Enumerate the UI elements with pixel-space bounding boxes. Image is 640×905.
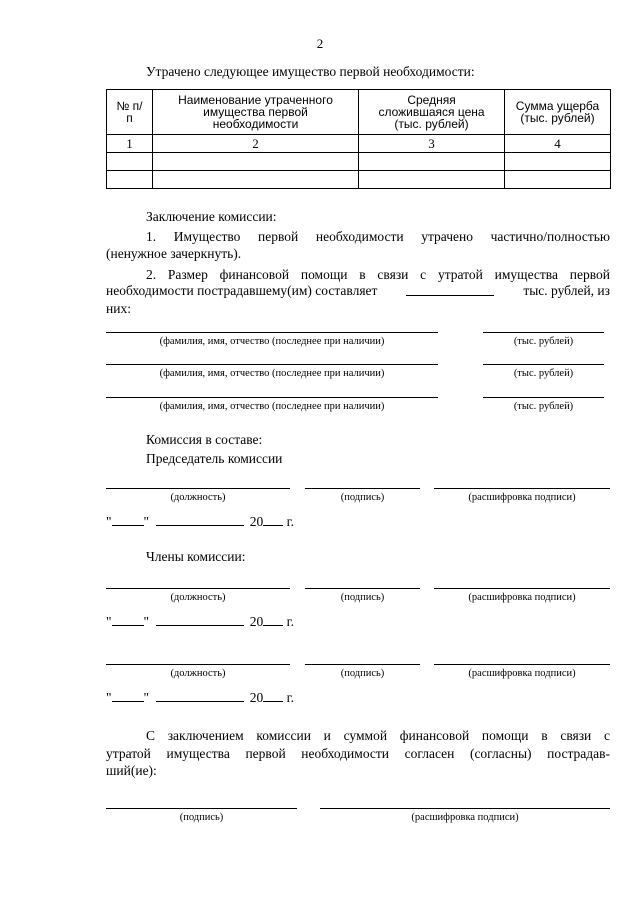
members-label: Члены комиссии: xyxy=(146,549,246,564)
intro-line: Утрачено следующее имущество первой необходимости: xyxy=(146,64,475,79)
recipient-name-line[interactable] xyxy=(106,332,438,333)
recipient-name-line[interactable] xyxy=(106,397,438,398)
year-prefix: 20 xyxy=(249,514,264,529)
position-caption: (должность) xyxy=(170,668,226,679)
date-line xyxy=(106,689,294,706)
agreement-line1: С заключением комиссии и суммой финансовой помощи в связи с xyxy=(146,728,610,743)
year-blank[interactable] xyxy=(263,513,283,526)
recipient-name-caption: (фамилия, имя, отчество (последнее при наличии) xyxy=(159,401,385,412)
victim-signature-line[interactable] xyxy=(106,808,297,809)
date-close-quote: " xyxy=(143,614,150,629)
victim-signature-caption: (подпись) xyxy=(179,812,224,823)
table-cell[interactable] xyxy=(359,171,505,189)
item2-line2-text: необходимости пострадавшему(им) составляет xyxy=(106,283,378,298)
conclusion-item1-line1: 1. Имущество первой необходимости утрачено частично/полностью xyxy=(146,229,610,244)
year-suffix: г. xyxy=(286,614,295,629)
amount-blank[interactable] xyxy=(406,283,494,296)
decoding-caption: (расшифровка подписи) xyxy=(468,592,576,603)
victim-decoding-line[interactable] xyxy=(320,808,610,809)
position-caption: (должность) xyxy=(170,592,226,603)
date-close-quote: " xyxy=(143,514,150,529)
recipient-amount-caption: (тыс. рублей) xyxy=(513,401,574,412)
header-number: № п/п xyxy=(107,90,153,135)
numbering-cell: 4 xyxy=(505,135,611,153)
victim-decoding-caption: (расшифровка подписи) xyxy=(411,812,519,823)
day-blank[interactable] xyxy=(112,513,144,526)
table-cell[interactable] xyxy=(107,153,153,171)
agreement-line3: ший(ие): xyxy=(106,763,157,778)
numbering-cell: 3 xyxy=(359,135,505,153)
commission-heading: Комиссия в составе: xyxy=(146,432,263,447)
numbering-cell: 2 xyxy=(153,135,359,153)
agreement-line2: утратой имущества первой необходимости согласен (согласны) пострадав- xyxy=(106,746,610,761)
position-line[interactable] xyxy=(106,488,290,489)
page-number: 2 xyxy=(316,36,324,51)
table-numbering-row xyxy=(107,135,611,153)
recipient-name-line[interactable] xyxy=(106,364,438,365)
date-open-quote: " xyxy=(106,514,112,529)
signature-caption: (подпись) xyxy=(340,668,385,679)
year-prefix: 20 xyxy=(249,690,264,705)
signature-line[interactable] xyxy=(305,488,420,489)
header-avg-price: Средняя сложившаяся цена (тыс. рублей) xyxy=(359,90,505,135)
signature-caption: (подпись) xyxy=(340,592,385,603)
table-cell[interactable] xyxy=(505,171,611,189)
conclusion-item2-line1: 2. Размер финансовой помощи в связи с утратой имущества первой xyxy=(146,267,610,282)
position-line[interactable] xyxy=(106,664,290,665)
date-line xyxy=(106,613,294,630)
recipient-amount-line[interactable] xyxy=(483,397,604,398)
recipient-amount-line[interactable] xyxy=(483,364,604,365)
day-blank[interactable] xyxy=(112,689,144,702)
month-blank[interactable] xyxy=(156,613,244,626)
recipient-name-caption: (фамилия, имя, отчество (последнее при наличии) xyxy=(159,368,385,379)
header-damage-sum: Сумма ущерба (тыс. рублей) xyxy=(505,90,611,135)
date-open-quote: " xyxy=(106,690,112,705)
decoding-line[interactable] xyxy=(434,664,610,665)
date-line xyxy=(106,513,294,530)
recipient-amount-caption: (тыс. рублей) xyxy=(513,336,574,347)
table-header-row xyxy=(107,90,611,135)
recipient-amount-caption: (тыс. рублей) xyxy=(513,368,574,379)
lost-property-table xyxy=(106,89,611,189)
recipient-name-caption: (фамилия, имя, отчество (последнее при наличии) xyxy=(159,336,385,347)
table-cell[interactable] xyxy=(153,153,359,171)
header-item-name: Наименование утраченного имущества первой необходимости xyxy=(153,90,359,135)
year-blank[interactable] xyxy=(263,613,283,626)
signature-line[interactable] xyxy=(305,664,420,665)
table-row xyxy=(107,153,611,171)
signature-caption: (подпись) xyxy=(340,492,385,503)
conclusion-item1-line2: (ненужное зачеркнуть). xyxy=(106,246,242,261)
chair-label: Председатель комиссии xyxy=(146,451,283,466)
year-suffix: г. xyxy=(286,690,295,705)
table-cell[interactable] xyxy=(505,153,611,171)
decoding-line[interactable] xyxy=(434,488,610,489)
position-line[interactable] xyxy=(106,588,290,589)
numbering-cell: 1 xyxy=(107,135,153,153)
year-suffix: г. xyxy=(286,514,295,529)
position-caption: (должность) xyxy=(170,492,226,503)
conclusion-item2-line3: них: xyxy=(106,301,131,316)
conclusion-heading: Заключение комиссии: xyxy=(146,209,277,224)
table-cell[interactable] xyxy=(153,171,359,189)
conclusion-item2-line2 xyxy=(106,283,610,299)
year-blank[interactable] xyxy=(263,689,283,702)
signature-line[interactable] xyxy=(305,588,420,589)
table-row xyxy=(107,171,611,189)
day-blank[interactable] xyxy=(112,613,144,626)
item2-line2-unit: тыс. рублей, из xyxy=(523,283,610,298)
recipient-amount-line[interactable] xyxy=(483,332,604,333)
date-open-quote: " xyxy=(106,614,112,629)
table-cell[interactable] xyxy=(107,171,153,189)
date-close-quote: " xyxy=(143,690,150,705)
decoding-line[interactable] xyxy=(434,588,610,589)
decoding-caption: (расшифровка подписи) xyxy=(468,492,576,503)
table-cell[interactable] xyxy=(359,153,505,171)
month-blank[interactable] xyxy=(156,689,244,702)
month-blank[interactable] xyxy=(156,513,244,526)
year-prefix: 20 xyxy=(249,614,264,629)
decoding-caption: (расшифровка подписи) xyxy=(468,668,576,679)
